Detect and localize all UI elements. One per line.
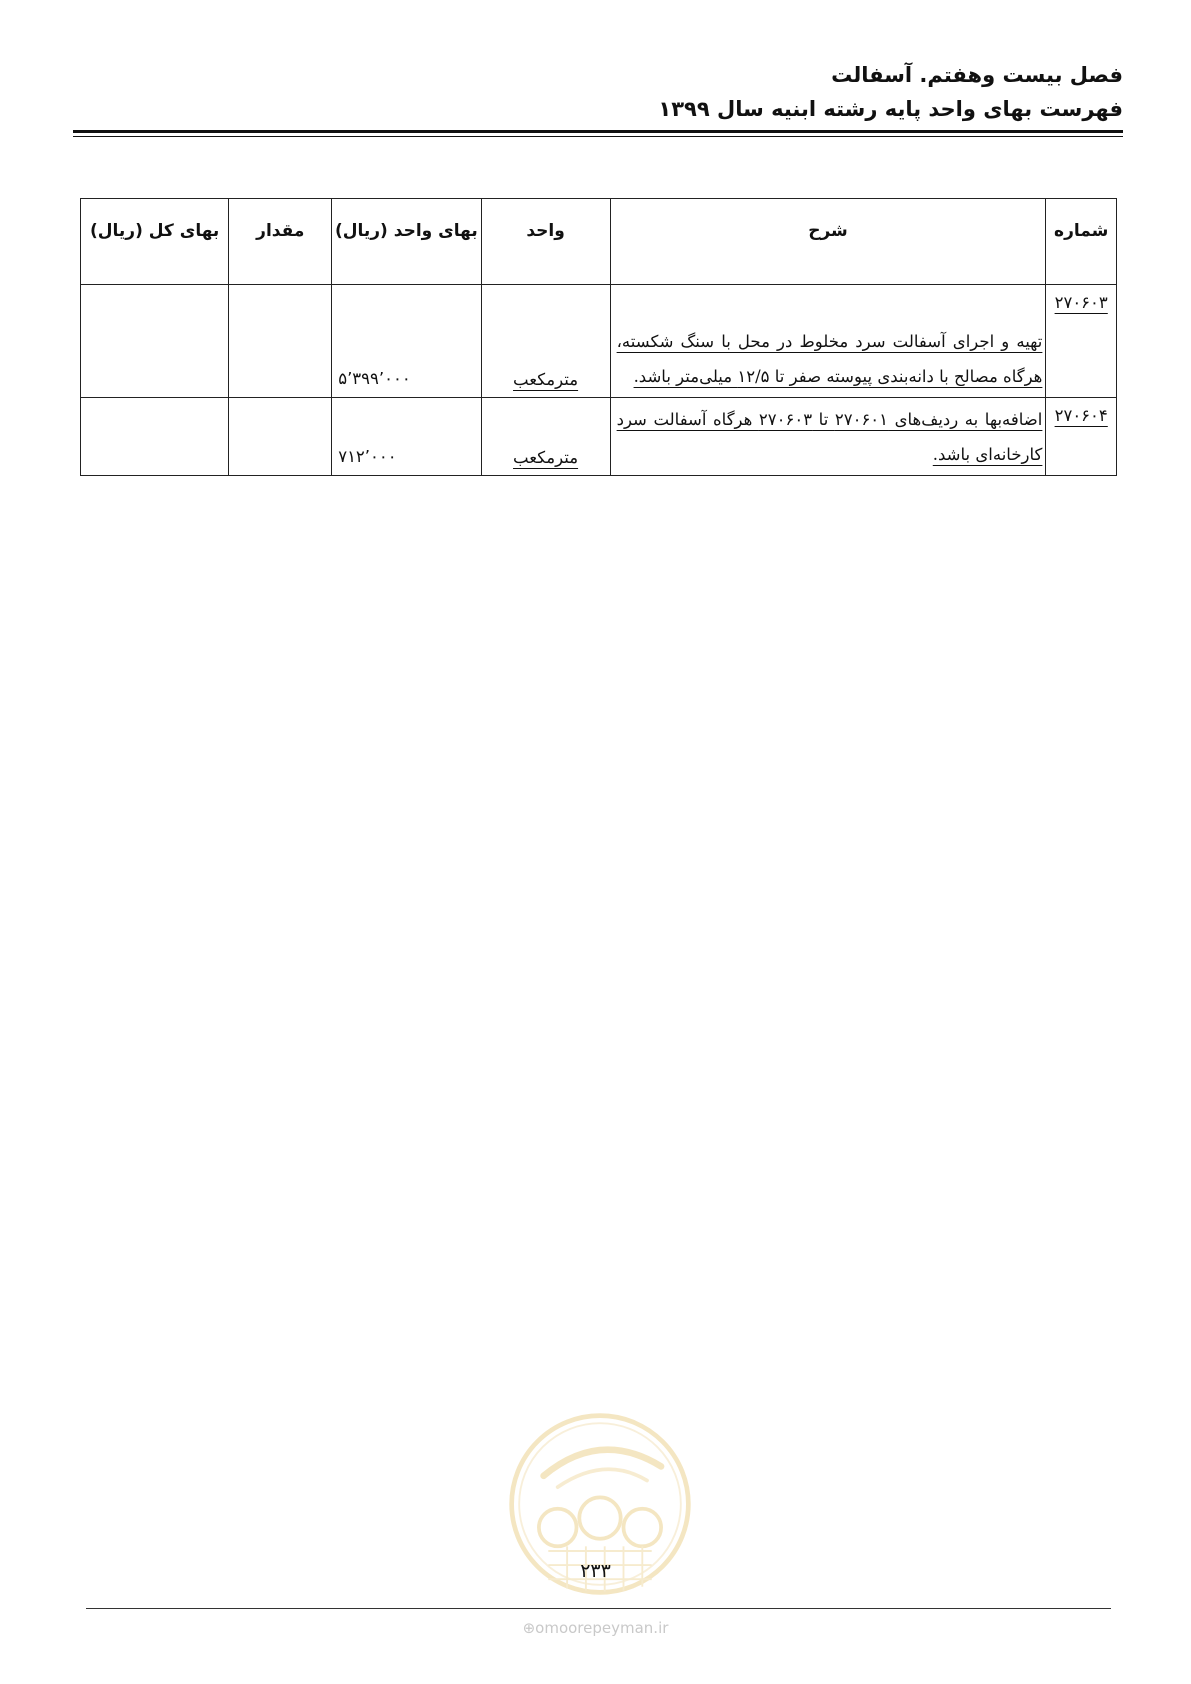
row-description-cell (610, 285, 1046, 398)
page-number: ۲۳۳ (580, 1560, 611, 1582)
website-watermark (0, 1619, 1191, 1637)
header-total-price: بهای کل (ریال) (81, 199, 229, 285)
row-unit: مترمکعب (513, 448, 579, 467)
chapter-title: فصل بیست وهفتم. آسفالت (831, 63, 1123, 87)
page-header (658, 58, 1123, 126)
document-subtitle: فهرست بهای واحد پایه رشته ابنیه سال ۱۳۹۹ (658, 97, 1123, 121)
header-number: شماره (1046, 199, 1117, 285)
globe-icon: ⊕ (522, 1619, 536, 1637)
header-quantity: مقدار (229, 199, 332, 285)
website-url: omoorepeyman.ir (535, 1619, 669, 1637)
header-unit-price: بهای واحد (ریال) (332, 199, 481, 285)
table-row (81, 398, 1117, 476)
header-rule-thin (73, 136, 1123, 137)
row-total-price (81, 398, 229, 476)
table-row (81, 285, 1117, 398)
row-unit: مترمکعب (513, 370, 579, 389)
row-unit-cell (481, 398, 610, 476)
row-number: ۲۷۰۶۰۴ (1054, 406, 1108, 425)
row-description: اضافه‌بها به ردیف‌های ۲۷۰۶۰۱ تا ۲۷۰۶۰۳ هرگاه آسفالت سرد کارخانه‌ای باشد. (616, 410, 1043, 464)
header-rule-thick (73, 130, 1123, 133)
row-description: تهیه و اجرای آسفالت سرد مخلوط در محل با سنگ شکسته، هرگاه مصالح با دانه‌بندی پیوسته صفر تا ۱۲/۵ میلی‌متر باشد. (616, 332, 1043, 386)
row-total-price (81, 285, 229, 398)
row-unit-cell (481, 285, 610, 398)
row-number-cell (1046, 285, 1117, 398)
row-number-cell (1046, 398, 1117, 476)
table-header-row (81, 199, 1117, 285)
row-quantity (229, 285, 332, 398)
row-unit-price: ۵٬۳۹۹٬۰۰۰ (332, 285, 481, 398)
row-unit-price: ۷۱۲٬۰۰۰ (332, 398, 481, 476)
header-description: شرح (610, 199, 1046, 285)
header-unit: واحد (481, 199, 610, 285)
footer-rule (86, 1608, 1111, 1609)
row-description-cell (610, 398, 1046, 476)
row-quantity (229, 398, 332, 476)
row-number: ۲۷۰۶۰۳ (1054, 293, 1108, 312)
price-list-table (80, 198, 1117, 476)
